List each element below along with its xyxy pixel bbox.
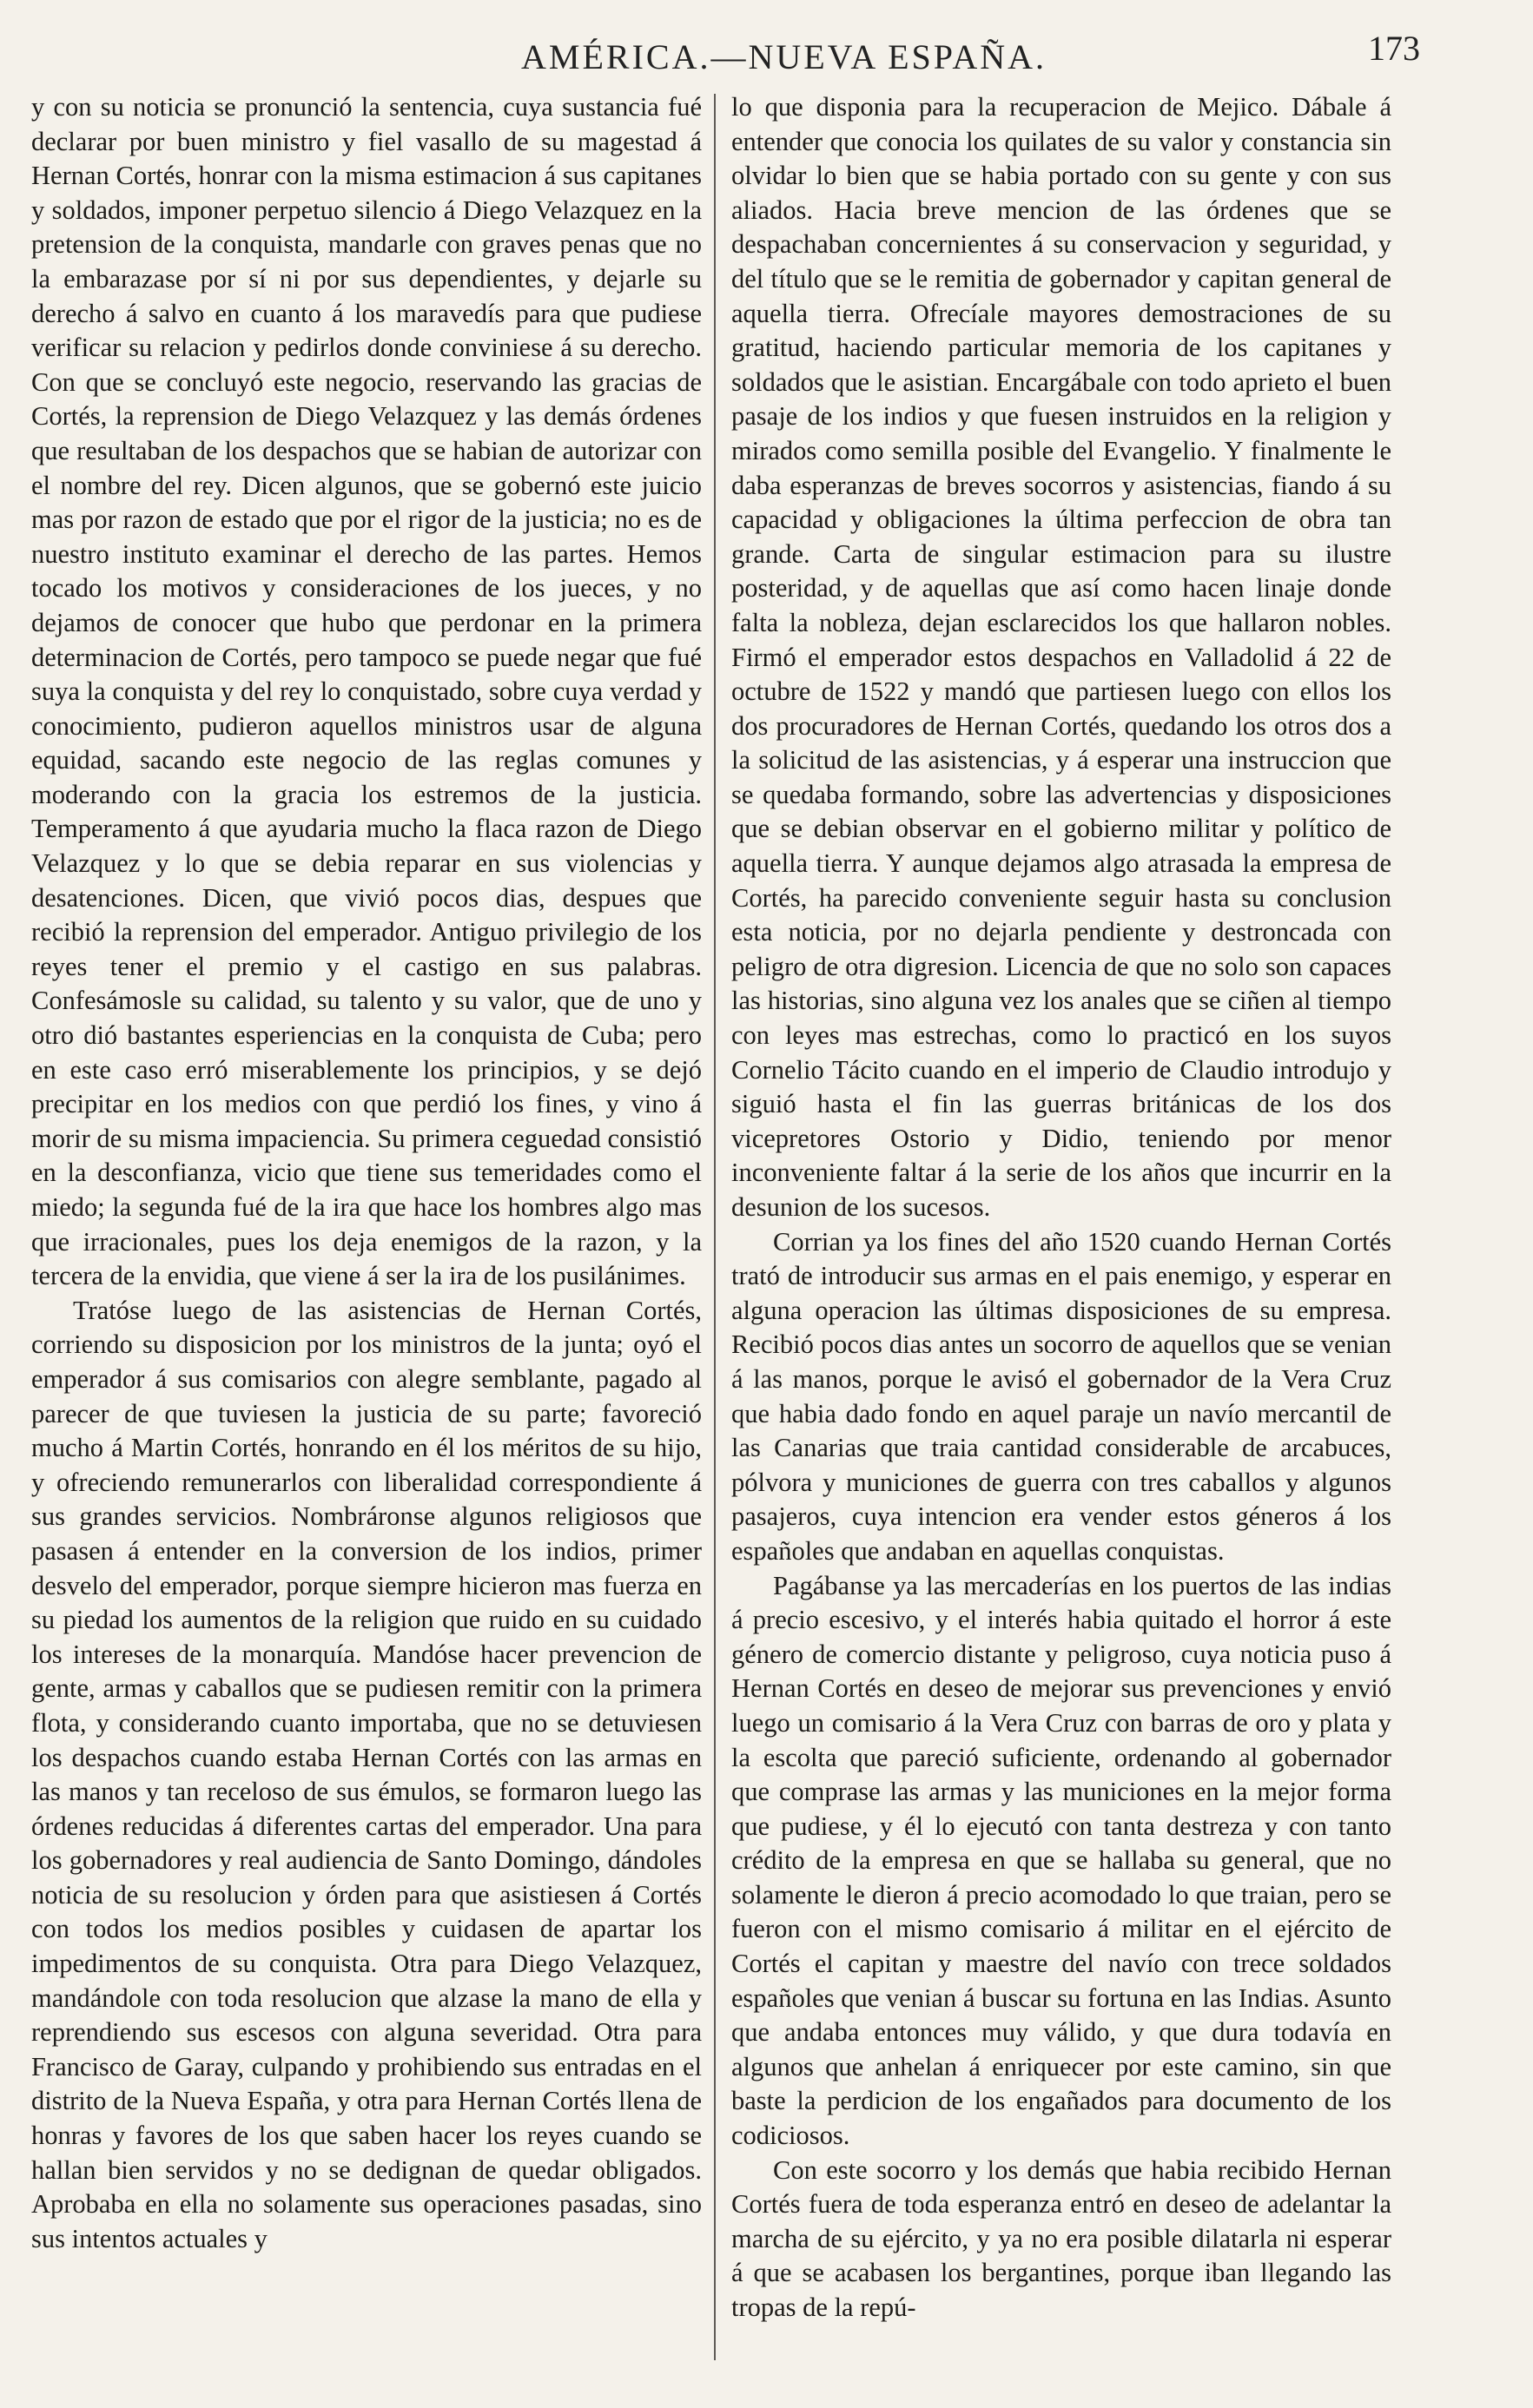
paragraph: Pagábanse ya las mercaderías en los puertos de las indias á precio escesivo, y el interés habia quitado el horror á este género de comercio distante y peligroso, cuya noticia puso á Hernan Cortés en deseo de mejorar sus prevenciones y envió luego un comisario á la Vera Cruz con barras de oro y plata y la escolta que pareció suficiente, ordenando al gobernador que comprase las armas y las municiones en la mejor forma que pudiese, y él lo ejecutó con tanta destreza y con tanto crédito de la empresa en que se hallaba su general, que no solamente le dieron á precio acomodado lo que traian, pero se fueron con el mismo comisario á militar en el ejército de Cortés el capitan y maestre del navío con trece soldados españoles que venian á buscar su fortuna en las Indias. Asunto que andaba entonces muy válido, y que dura todavía en algunos que anhelan á enriquecer por este camino, sin que baste la perdicion de los engañados para documento de los codiciosos. (731, 1570, 1391, 2151)
paragraph: Corrian ya los fines del año 1520 cuando Hernan Cortés trató de introducir sus armas en el pais enemigo, y esperar en alguna operacion las últimas disposiciones de su empresa. Recibió pocos dias antes un socorro de aquellos que se venian á las manos, porque le avisó el gobernador de la Vera Cruz que habia dado fondo en aquel paraje un navío mercantil de las Canarias que traia cantidad considerable de arcabuces, pólvora y municiones de guerra con tres caballos y algunos pasajeros, cuya intencion era vender estos géneros á los españoles que andaban en aquellas conquistas. (731, 1226, 1391, 1566)
page-number: 173 (1368, 29, 1420, 68)
column-divider (714, 94, 716, 2360)
paragraph: Tratóse luego de las asistencias de Hernan Cortés, corriendo su disposicion por los ministros de la junta; oyó el emperador á sus comisarios con alegre semblante, pagado al parecer de que tuviesen la justicia de su parte; favoreció mucho á Martin Cortés, honrando en él los méritos de su hijo, y ofreciendo remunerarlos con liberalidad correspondiente á sus grandes servicios. Nombráronse algunos religiosos que pasasen á entender en la conversion de los indios, primer desvelo del emperador, porque siempre hicieron mas fuerza en su piedad los aumentos de la religion que ruido en su cuidado los intereses de la monarquía. Mandóse hacer prevencion de gente, armas y caballos que se pudiesen remitir con la primera flota, y considerando cuanto importaba, que no se detuviesen los despachos cuando estaba Hernan Cortés con las armas en las manos y tan receloso de sus émulos, se formaron luego las órdenes reducidas á diferentes cartas del emperador. Una para los gobernadores y real audiencia de Santo Domingo, dándoles noticia de su resolucion y órden para que asistiesen á Cortés con todos los medios posibles y cuidasen de apartar los impedimentos de su conquista. Otra para Diego Velazquez, mandándole con toda resolucion que alzase la mano de ella y reprendiendo sus escesos con alguna severidad. Otra para Francisco de Garay, culpando y prohibiendo sus entradas en el distrito de la Nueva España, y otra para Hernan Cortés llena de honras y favores de los que saben hacer los reyes cuando se hallan bien servidos y no se dedignan de quedar obligados. Aprobaba en ella no solamente sus operaciones pasadas, sino sus intentos actuales y (31, 1295, 702, 2253)
running-head: AMÉRICA.—NUEVA ESPAÑA. (521, 37, 1047, 76)
paragraph: Con este socorro y los demás que habia recibido Hernan Cortés fuera de toda esperanza entró en deseo de adelantar la marcha de su ejército, y ya no era posible dilatarla ni esperar á que se acabasen los bergantines, porque iban llegando las tropas de la repú- (731, 2154, 1391, 2322)
left-column (31, 90, 702, 2256)
right-column (731, 90, 1391, 2326)
paragraph: y con su noticia se pronunció la sentencia, cuya sustancia fué declarar por buen ministro y fiel vasallo de su magestad á Hernan Cortés, honrar con la misma estimacion á sus capitanes y soldados, imponer perpetuo silencio á Diego Velazquez en la pretension de la conquista, mandarle con graves penas que no la embarazase por sí ni por sus dependientes, y dejarle su derecho á salvo en cuanto á los maravedís para que pudiese verificar su relacion y pedirlos donde conviniese á su derecho. Con que se concluyó este negocio, reservando las gracias de Cortés, la reprension de Diego Velazquez y las demás órdenes que resultaban de los despachos que se habian de autorizar con el nombre del rey. Dicen algunos, que se gobernó este juicio mas por razon de estado que por el rigor de la justicia; no es de nuestro instituto examinar el derecho de las partes. Hemos tocado los motivos y consideraciones de los jueces, y no dejamos de conocer que hubo que perdonar en la primera determinacion de Cortés, pero tampoco se puede negar que fué suya la conquista y del rey lo conquistado, sobre cuya verdad y conocimiento, pudieron aquellos ministros usar de alguna equidad, sacando este negocio de las reglas comunes y moderando con la gracia los estremos de la justicia. Temperamento á que ayudaria mucho la flaca razon de Diego Velazquez y lo que se debia reparar en sus violencias y desatenciones. Dicen, que vivió pocos dias, despues que recibió la reprension del emperador. Antiguo privilegio de los reyes tener el premio y el castigo en sus palabras. Confesámosle su calidad, su talento y su valor, que de uno y otro dió bastantes esperiencias en la conquista de Cuba; pero en este caso erró miserablemente los principios, y se dejó precipitar en los medios con que perdió los fines, y vino á morir de su misma impaciencia. Su primera ceguedad consistió en la desconfianza, vicio que tiene sus temeridades como el miedo; la segunda fué de la ira que hace los hombres algo mas que irracionales, pues los deja enemigos de la razon, y la tercera de la envidia, que viene á ser la ira de los pusilánimes. (31, 92, 702, 1291)
paragraph: lo que disponia para la recuperacion de Mejico. Dábale á entender que conocia los quilates de su valor y constancia sin olvidar lo bien que se habia portado con su gente y con sus aliados. Hacia breve mencion de las órdenes que se despachaban concernientes á su conservacion y seguridad, y del título que se le remitia de gobernador y capitan general de aquella tierra. Ofrecíale mayores demostraciones de su gratitud, haciendo particular memoria de los capitanes y soldados que le asistian. Encargábale con todo aprieto el buen pasaje de los indios y que fuesen instruidos en la religion y mirados como semilla posible del Evangelio. Y finalmente le daba esperanzas de breves socorros y asistencias, fiando á su capacidad y obligaciones la última perfeccion de obra tan grande. Carta de singular estimacion para su ilustre posteridad, y de aquellas que así como hacen linaje donde falta la nobleza, dejan esclarecidos los que hallaron nobles. Firmó el emperador estos despachos en Valladolid á 22 de octubre de 1522 y mandó que partiesen luego con ellos los dos procuradores de Hernan Cortés, quedando los otros dos a la solicitud de las asistencias, y á esperar una instruccion que se quedaba formando, sobre las advertencias y disposiciones que se debian observar en el gobierno militar y político de aquella tierra. Y aunque dejamos algo atrasada la empresa de Cortés, ha parecido conveniente seguir hasta su conclusion esta noticia, por no dejarla pendiente y destroncada con peligro de otra digresion. Licencia de que no solo son capaces las historias, sino alguna vez los anales que se ciñen al tiempo con leyes mas estrechas, como lo practicó en los suyos Cornelio Tácito cuando en el imperio de Claudio introdujo y siguió hasta el fin las guerras británicas de los dos vicepretores Ostorio y Didio, teniendo por menor inconveniente faltar á la serie de los años que incurrir en la desunion de los sucesos. (731, 92, 1391, 1222)
